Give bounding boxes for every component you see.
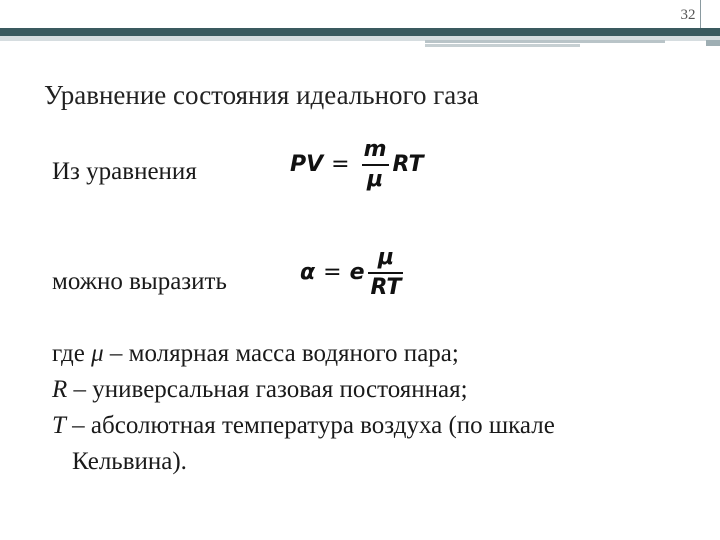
line1-label: Из уравнения (52, 158, 197, 185)
formula-ideal-gas (290, 138, 424, 192)
header-bar-accent (425, 40, 665, 43)
header-bar-accent (706, 40, 720, 46)
formula2-denominator: RT (370, 274, 402, 300)
formula2-fraction (368, 246, 403, 300)
formula1-lhs: PV (290, 152, 324, 178)
header-divider (700, 0, 701, 28)
definition-r-text: – универсальная газовая постоянная; (67, 376, 468, 403)
formula-alpha (300, 246, 407, 300)
definition-mu-symbol: μ (91, 340, 104, 367)
definition-r-symbol: R (52, 376, 68, 403)
formula1-numerator: m (363, 137, 387, 162)
formula1-op: = (331, 152, 350, 178)
formula1-fraction (362, 138, 389, 192)
slide-number: 32 (680, 7, 696, 23)
formula2-numerator: μ (377, 245, 395, 270)
fraction-bar (362, 164, 389, 166)
header-bar-accent (425, 44, 580, 47)
definition-t (52, 412, 555, 440)
definition-r (52, 376, 468, 404)
formula1-denominator: μ (366, 166, 384, 192)
definition-mu-prefix: где (52, 340, 92, 367)
header-bar (0, 28, 720, 36)
definition-mu-text: – молярная масса водяного пара; (103, 340, 459, 367)
formula1-rhs: RT (392, 152, 424, 178)
formula2-lhs: α (300, 260, 316, 286)
definition-t-symbol: T (52, 412, 66, 439)
fraction-bar (368, 272, 403, 274)
line2-label: можно выразить (52, 268, 227, 295)
formula2-op: = (323, 260, 342, 286)
slide-title: Уравнение состояния идеального газа (44, 80, 479, 110)
definition-t-continued: Кельвина). (72, 448, 187, 475)
formula2-coef: e (349, 260, 365, 286)
definition-mu (52, 340, 459, 368)
definition-t-text: – абсолютная температура воздуха (по шкале (65, 412, 555, 439)
